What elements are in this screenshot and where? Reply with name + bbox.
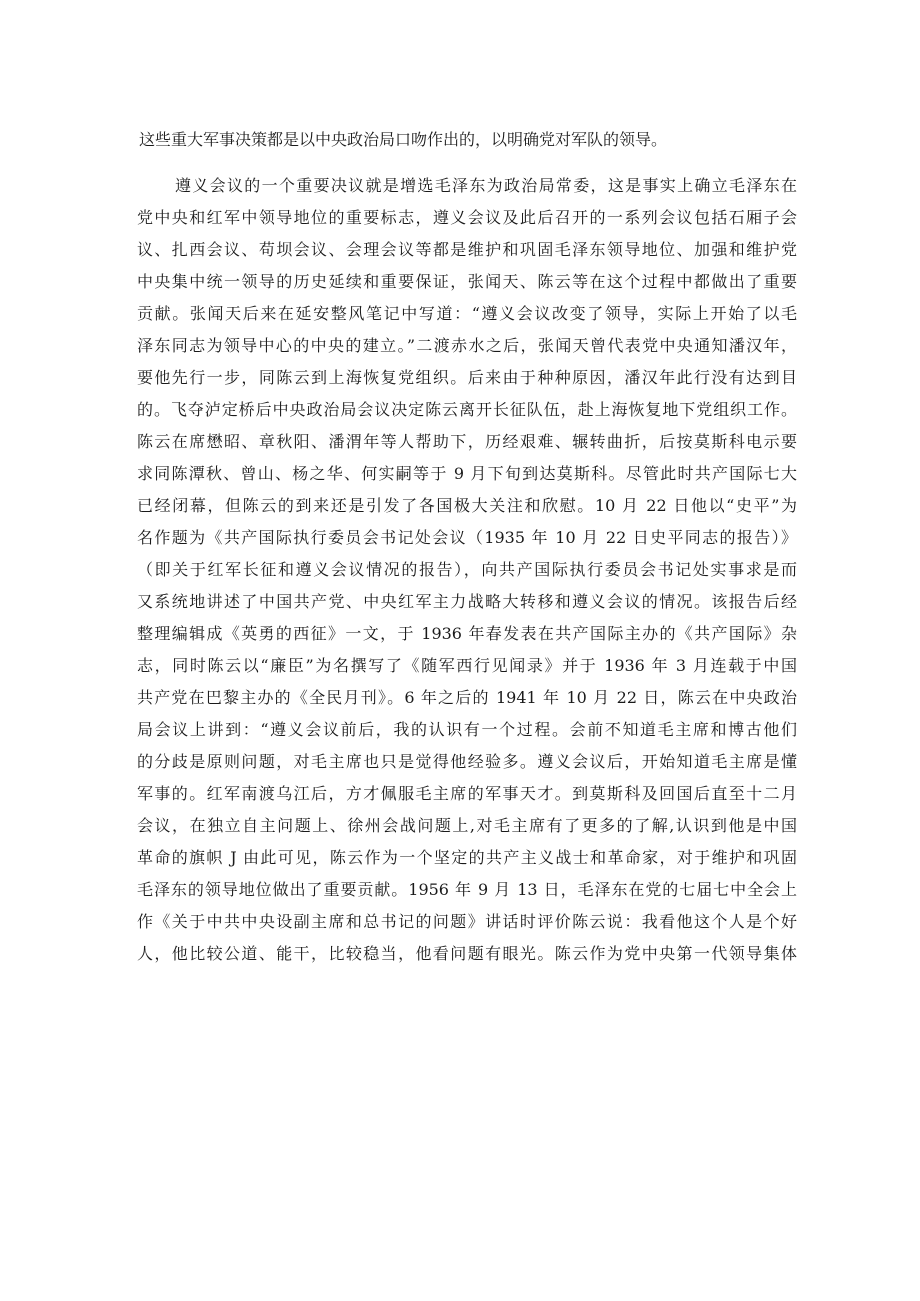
- text-line: 的分歧是原则问题，对毛主席也只是觉得他经验多。遵义会议后，开始知道毛主席是懂: [137, 752, 797, 771]
- text-line: 又系统地讲述了中国共产党、中央红军主力战略大转移和遵义会议的情况。该报告后经: [137, 592, 797, 611]
- text-line: 毛泽东的领导地位做出了重要贡献。1956 年 9 月 13 日，毛泽东在党的七届七中全会上: [137, 880, 797, 899]
- text-line: 局会议上讲到：“遵义会议前后，我的认识有一个过程。会前不知道毛主席和博古他们: [137, 720, 797, 739]
- text-line: 军事的。红军南渡乌江后，方才佩服毛主席的军事天才。到莫斯科及回国后直至十二月: [137, 784, 797, 803]
- text-line: 的。飞夺泸定桥后中央政治局会议决定陈云离开长征队伍，赴上海恢复地下党组织工作。: [137, 400, 797, 419]
- text-line: 志，同时陈云以“廉臣”为名撰写了《随军西行见闻录》并于 1936 年 3 月连载于中国: [137, 656, 797, 675]
- text-line: 要他先行一步，同陈云到上海恢复党组织。后来由于种种原因，潘汉年此行没有达到目: [137, 368, 797, 387]
- body-text: [137, 124, 797, 970]
- text-line: 会议，在独立自主问题上、徐州会战问题上,对毛主席有了更多的了解,认识到他是中国: [137, 816, 797, 835]
- text-line: 泽东同志为领导中心的中央的建立。”二渡赤水之后，张闻天曾代表党中央通知潘汉年，: [137, 336, 797, 355]
- text-line: 中央集中统一领导的历史延续和重要保证，张闻天、陈云等在这个过程中都做出了重要: [137, 272, 797, 291]
- text-line: 名作题为《共产国际执行委员会书记处会议（1935 年 10 月 22 日史平同志的报告）》: [137, 528, 797, 547]
- text-line: 人，他比较公道、能干，比较稳当，他看问题有眼光。陈云作为党中央第一代领导集体: [137, 944, 797, 963]
- text-line: 陈云在席懋昭、章秋阳、潘渭年等人帮助下，历经艰难、辗转曲折，后按莫斯科电示要: [137, 432, 797, 451]
- text-line: 求同陈潭秋、曾山、杨之华、何实嗣等于 9 月下旬到达莫斯科。尽管此时共产国际七大: [137, 464, 797, 483]
- text-line: 贡献。张闻天后来在延安整风笔记中写道：“遵义会议改变了领导，实际上开始了以毛: [137, 304, 797, 323]
- text-line: 整理编辑成《英勇的西征》一文，于 1936 年春发表在共产国际主办的《共产国际》杂: [137, 624, 797, 643]
- text-line: 这些重大军事决策都是以中央政治局口吻作出的，以明确党对军队的领导。: [139, 130, 668, 149]
- text-line: 已经闭幕，但陈云的到来还是引发了各国极大关注和欣慰。10 月 22 日他以“史平”为: [137, 496, 797, 515]
- text-line: 议、扎西会议、苟坝会议、会理会议等都是维护和巩固毛泽东领导地位、加强和维护党: [137, 240, 797, 259]
- text-line: 作《关于中共中央设副主席和总书记的问题》讲话时评价陈云说：我看他这个人是个好: [137, 912, 797, 931]
- paragraph-1: [137, 124, 797, 156]
- text-line: 党中央和红军中领导地位的重要标志，遵义会议及此后召开的一系列会议包括石厢子会: [137, 208, 797, 227]
- paragraph-2: [137, 170, 797, 970]
- text-line: 共产党在巴黎主办的《全民月刊》。6 年之后的 1941 年 10 月 22 日，陈云在中央政治: [137, 688, 797, 707]
- text-line: 革命的旗帜 J 由此可见，陈云作为一个坚定的共产主义战士和革命家，对于维护和巩固: [137, 848, 797, 867]
- text-line: 遵义会议的一个重要决议就是增选毛泽东为政治局常委，这是事实上确立毛泽东在: [175, 176, 797, 195]
- text-line: （即关于红军长征和遵义会议情况的报告），向共产国际执行委员会书记处实事求是而: [137, 560, 797, 579]
